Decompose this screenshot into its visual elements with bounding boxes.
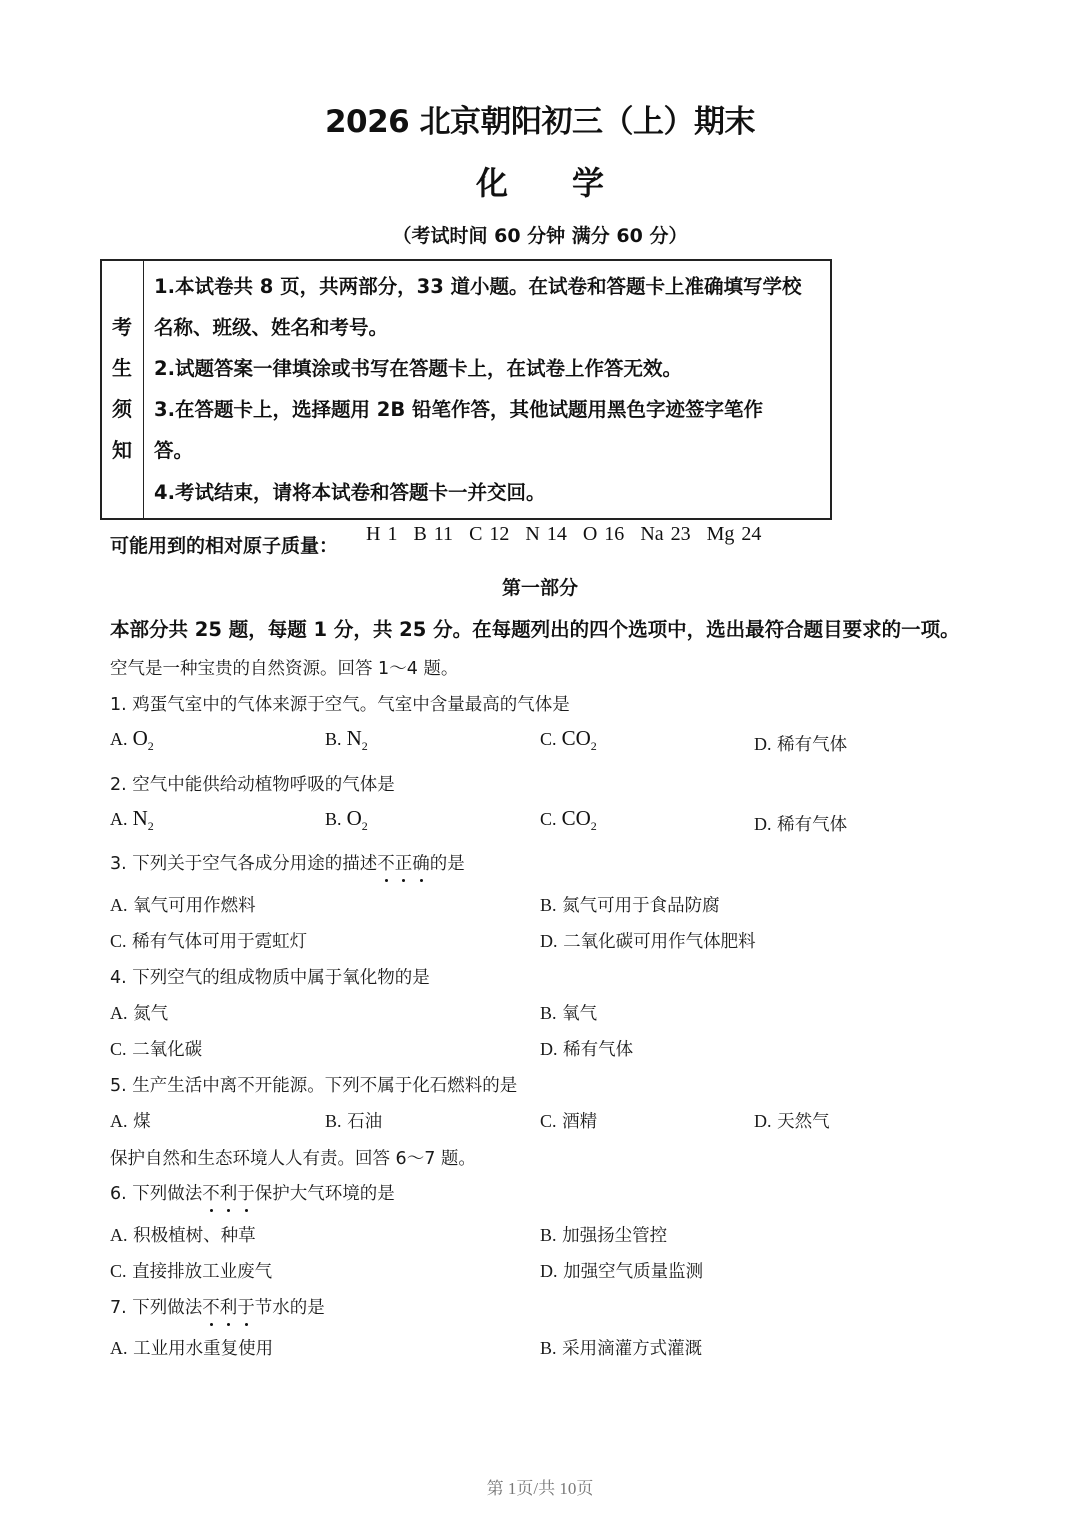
notice-line: 答。 [154,439,194,462]
atomic-mass: B 11 [413,523,454,545]
emphasis-char: 正 [395,850,413,875]
notice-line: 3.在答题卡上，选择题用 2B 铅笔作答，其他试题用黑色字迹签字笔作 [154,398,763,421]
option-d[interactable]: D. 稀有气体 [754,734,848,755]
option-a[interactable]: A. 氮气 [110,1003,169,1024]
option-a[interactable]: A. 积极植树、种草 [110,1225,256,1246]
atomic-mass: Na 23 [640,523,691,545]
notice-side-char: 知 [112,438,132,462]
option-d[interactable]: D. 加强空气质量监测 [540,1261,704,1282]
part-title: 第一部分 [501,577,578,599]
notice-line: 4.考试结束，请将本试卷和答题卡一并交回。 [154,481,546,504]
emphasis-char: 不 [202,1180,220,1205]
option-a[interactable]: A. 工业用水重复使用 [110,1338,274,1359]
group-intro: 空气是一种宝贵的自然资源。回答 1～4 题。 [110,659,459,679]
subject-char: 化 [475,164,508,202]
notice-side-char: 考 [112,315,132,339]
notice-line: 2.试题答案一律填涂或书写在答题卡上，在试卷上作答无效。 [154,357,682,380]
atomic-mass: O 16 [582,523,625,545]
option-d[interactable]: D. 稀有气体 [754,814,848,835]
option-b[interactable]: B. 氮气可用于食品防腐 [540,895,720,916]
question-stem: 1. 鸡蛋气室中的气体来源于空气。气室中含量最高的气体是 [110,695,570,715]
question-stem: 6. 下列做法不利于保护大气环境的是 [110,1180,395,1205]
emphasis-char: 不 [202,1294,220,1319]
question-stem: 3. 下列关于空气各成分用途的描述不正确的是 [110,850,465,875]
chemical-formula: $O_2$ [132,726,154,753]
notice-line: 名称、班级、姓名和考号。 [154,316,389,339]
option-b[interactable]: B. 加强扬尘管控 [540,1225,668,1246]
emphasis-char: 利 [220,1180,238,1205]
option-c[interactable]: C. $CO_2$ [540,806,597,833]
option-c[interactable]: C. 直接排放工业废气 [110,1261,273,1282]
notice-side-label [102,261,144,518]
option-d[interactable]: D. 二氧化碳可用作气体肥料 [540,931,756,952]
option-a[interactable]: A. $O_2$ [110,726,154,753]
question-stem: 5. 生产生活中离不开能源。下列不属于化石燃料的是 [110,1076,518,1096]
chemical-formula: $CO_2$ [561,806,597,833]
emphasis-char: 不 [377,850,395,875]
option-b[interactable]: B. 采用滴灌方式灌溉 [540,1338,703,1359]
option-a[interactable]: A. 氧气可用作燃料 [110,895,256,916]
notice-side-char: 须 [112,397,132,421]
question-stem: 7. 下列做法不利于节水的是 [110,1294,325,1319]
option-b[interactable]: B. $O_2$ [325,806,368,833]
emphasis-char: 确 [412,850,430,875]
atomic-mass-label: 可能用到的相对原子质量： [110,535,339,557]
option-c[interactable]: C. 二氧化碳 [110,1039,203,1060]
emphasis-char: 于 [237,1294,255,1319]
question-stem: 4. 下列空气的组成物质中属于氧化物的是 [110,968,430,988]
page-footer: 第 1页/共 10页 [486,1479,594,1498]
exam-time-info: （考试时间 60 分钟 满分 60 分） [392,225,688,247]
group-intro: 保护自然和生态环境人人有责。回答 6～7 题。 [110,1149,476,1169]
notice-side-char: 生 [112,356,132,380]
option-d[interactable]: D. 天然气 [754,1111,830,1132]
chemical-formula: $O_2$ [346,806,368,833]
option-c[interactable]: C. $CO_2$ [540,726,597,753]
subject-title [0,158,1080,204]
subject-char: 学 [572,164,605,202]
atomic-mass: N 14 [525,523,567,545]
option-c[interactable]: C. 酒精 [540,1111,598,1132]
option-b[interactable]: B. 石油 [325,1111,383,1132]
candidate-notice-box [100,259,832,520]
emphasis-char: 于 [237,1180,255,1205]
option-d[interactable]: D. 稀有气体 [540,1039,634,1060]
option-c[interactable]: C. 稀有气体可用于霓虹灯 [110,931,308,952]
chemical-formula: $N_2$ [346,726,368,753]
chemical-formula: $CO_2$ [561,726,597,753]
part-instructions: 本部分共 25 题，每题 1 分，共 25 分。在每题列出的四个选项中，选出最符合题目要求的一项。 [110,618,960,641]
atomic-mass: C 12 [469,523,510,545]
atomic-mass: H 1 [366,523,398,545]
atomic-mass: Mg 24 [706,523,762,545]
option-b[interactable]: B. $N_2$ [325,726,368,753]
emphasis-char: 利 [220,1294,238,1319]
chemical-formula: $N_2$ [132,806,154,833]
option-a[interactable]: A. $N_2$ [110,806,154,833]
option-a[interactable]: A. 煤 [110,1111,151,1132]
option-b[interactable]: B. 氧气 [540,1003,598,1024]
exam-title: 2026 北京朝阳初三（上）期末 [324,104,756,140]
atomic-mass-values [366,523,777,546]
notice-line: 1.本试卷共 8 页，共两部分，33 道小题。在试卷和答题卡上准确填写学校 [154,275,802,298]
question-stem: 2. 空气中能供给动植物呼吸的气体是 [110,775,395,795]
